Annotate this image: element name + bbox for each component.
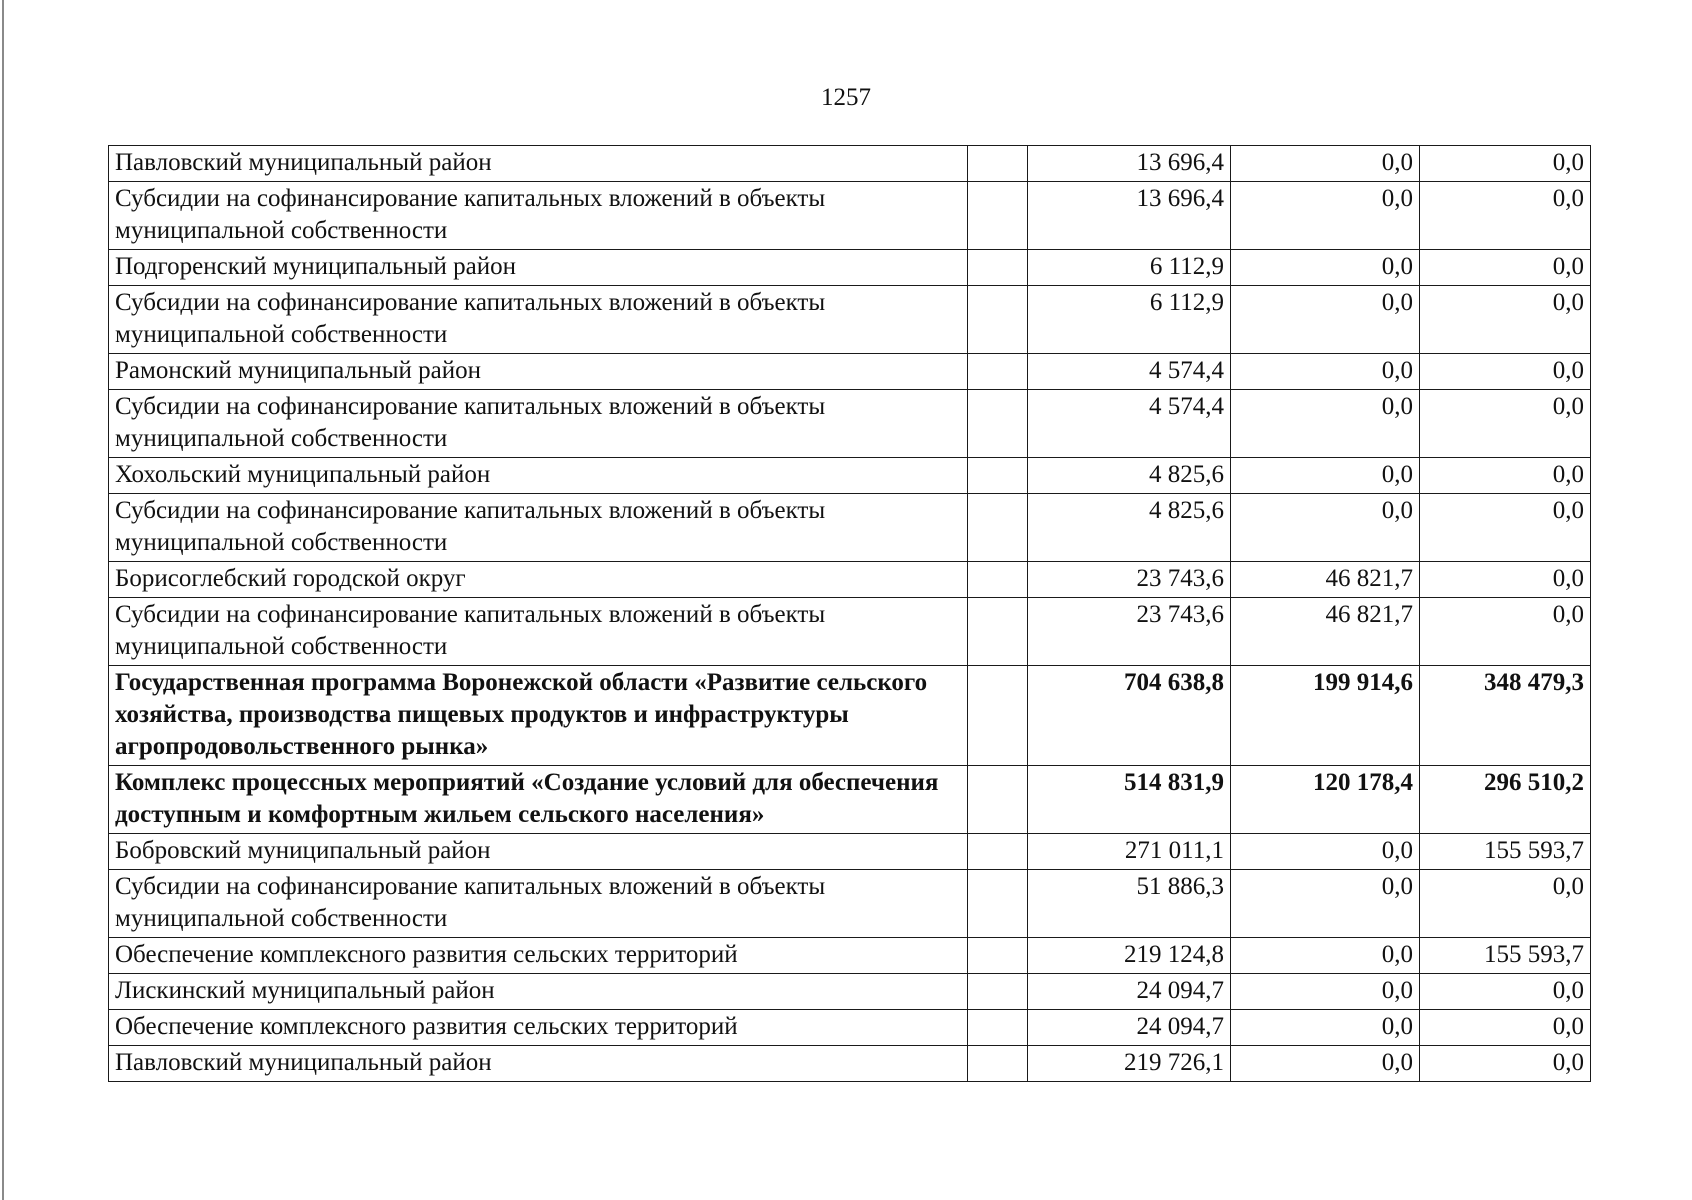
row-value-3-cell: 0,0	[1420, 1010, 1591, 1046]
row-value-1-cell: 4 825,6	[1028, 458, 1231, 494]
row-code-cell	[968, 250, 1028, 286]
row-value-1-cell: 6 112,9	[1028, 250, 1231, 286]
row-code-cell	[968, 390, 1028, 458]
row-value-3-cell: 0,0	[1420, 390, 1591, 458]
row-code-cell	[968, 598, 1028, 666]
row-value-3-cell: 0,0	[1420, 598, 1591, 666]
row-value-2-cell: 0,0	[1231, 938, 1420, 974]
row-name-cell: Субсидии на софинансирование капитальных вложений в объекты муниципальной собственности	[109, 286, 968, 354]
table-row	[109, 146, 1591, 182]
row-value-3-cell: 0,0	[1420, 354, 1591, 390]
row-value-2-cell: 0,0	[1231, 974, 1420, 1010]
row-value-2-cell: 0,0	[1231, 146, 1420, 182]
row-name-cell: Субсидии на софинансирование капитальных вложений в объекты муниципальной собственности	[109, 390, 968, 458]
table-row	[109, 1010, 1591, 1046]
page-number: 1257	[821, 84, 871, 111]
row-name-cell: Государственная программа Воронежской области «Развитие сельского хозяйства, производства пищевых продуктов и инфраструктуры агропродовольственного рынка»	[109, 666, 968, 766]
row-value-2-cell: 0,0	[1231, 250, 1420, 286]
row-name-cell: Борисоглебский городской округ	[109, 562, 968, 598]
row-value-2-cell: 0,0	[1231, 1010, 1420, 1046]
table-row	[109, 666, 1591, 766]
row-name-cell: Субсидии на софинансирование капитальных вложений в объекты муниципальной собственности	[109, 598, 968, 666]
row-value-2-cell: 0,0	[1231, 182, 1420, 250]
row-value-3-cell: 0,0	[1420, 870, 1591, 938]
row-code-cell	[968, 938, 1028, 974]
row-code-cell	[968, 870, 1028, 938]
row-value-1-cell: 4 574,4	[1028, 354, 1231, 390]
row-value-2-cell: 0,0	[1231, 458, 1420, 494]
row-value-3-cell: 0,0	[1420, 1046, 1591, 1082]
row-name-cell: Рамонский муниципальный район	[109, 354, 968, 390]
row-value-1-cell: 219 124,8	[1028, 938, 1231, 974]
row-value-2-cell: 0,0	[1231, 390, 1420, 458]
row-name-cell: Комплекс процессных мероприятий «Создание условий для обеспечения доступным и комфортным жильем сельского населения»	[109, 766, 968, 834]
row-value-1-cell: 13 696,4	[1028, 146, 1231, 182]
row-name-cell: Павловский муниципальный район	[109, 146, 968, 182]
row-value-1-cell: 23 743,6	[1028, 562, 1231, 598]
row-value-1-cell: 219 726,1	[1028, 1046, 1231, 1082]
row-value-1-cell: 271 011,1	[1028, 834, 1231, 870]
row-code-cell	[968, 354, 1028, 390]
row-name-cell: Обеспечение комплексного развития сельских территорий	[109, 938, 968, 974]
row-code-cell	[968, 458, 1028, 494]
row-name-cell: Субсидии на софинансирование капитальных вложений в объекты муниципальной собственности	[109, 870, 968, 938]
row-value-2-cell: 0,0	[1231, 494, 1420, 562]
row-code-cell	[968, 182, 1028, 250]
row-code-cell	[968, 974, 1028, 1010]
row-value-2-cell: 46 821,7	[1231, 598, 1420, 666]
table-row	[109, 834, 1591, 870]
row-value-1-cell: 13 696,4	[1028, 182, 1231, 250]
row-value-2-cell: 0,0	[1231, 834, 1420, 870]
row-name-cell: Лискинский муниципальный район	[109, 974, 968, 1010]
row-code-cell	[968, 834, 1028, 870]
row-name-cell: Субсидии на софинансирование капитальных вложений в объекты муниципальной собственности	[109, 494, 968, 562]
row-name-cell: Обеспечение комплексного развития сельских территорий	[109, 1010, 968, 1046]
table-row	[109, 286, 1591, 354]
row-value-1-cell: 23 743,6	[1028, 598, 1231, 666]
scan-edge-line	[2, 0, 4, 1200]
table-row	[109, 354, 1591, 390]
budget-table-body	[109, 146, 1591, 1082]
row-value-1-cell: 514 831,9	[1028, 766, 1231, 834]
table-row	[109, 870, 1591, 938]
row-value-3-cell: 0,0	[1420, 182, 1591, 250]
row-value-3-cell: 0,0	[1420, 562, 1591, 598]
row-value-3-cell: 0,0	[1420, 974, 1591, 1010]
row-name-cell: Павловский муниципальный район	[109, 1046, 968, 1082]
row-value-1-cell: 24 094,7	[1028, 1010, 1231, 1046]
row-name-cell: Бобровский муниципальный район	[109, 834, 968, 870]
row-value-1-cell: 24 094,7	[1028, 974, 1231, 1010]
row-value-1-cell: 4 825,6	[1028, 494, 1231, 562]
row-value-2-cell: 0,0	[1231, 286, 1420, 354]
row-value-2-cell: 0,0	[1231, 870, 1420, 938]
row-code-cell	[968, 1010, 1028, 1046]
table-row	[109, 494, 1591, 562]
row-code-cell	[968, 146, 1028, 182]
table-row	[109, 598, 1591, 666]
row-value-2-cell: 199 914,6	[1231, 666, 1420, 766]
row-code-cell	[968, 286, 1028, 354]
row-value-1-cell: 704 638,8	[1028, 666, 1231, 766]
row-name-cell: Субсидии на софинансирование капитальных вложений в объекты муниципальной собственности	[109, 182, 968, 250]
row-code-cell	[968, 494, 1028, 562]
row-value-3-cell: 0,0	[1420, 286, 1591, 354]
row-value-2-cell: 120 178,4	[1231, 766, 1420, 834]
table-row	[109, 182, 1591, 250]
row-code-cell	[968, 666, 1028, 766]
row-value-3-cell: 0,0	[1420, 458, 1591, 494]
row-code-cell	[968, 562, 1028, 598]
row-code-cell	[968, 1046, 1028, 1082]
row-value-1-cell: 4 574,4	[1028, 390, 1231, 458]
table-row	[109, 390, 1591, 458]
row-value-2-cell: 0,0	[1231, 1046, 1420, 1082]
row-name-cell: Подгоренский муниципальный район	[109, 250, 968, 286]
row-value-3-cell: 0,0	[1420, 250, 1591, 286]
table-row	[109, 250, 1591, 286]
row-value-1-cell: 6 112,9	[1028, 286, 1231, 354]
row-value-3-cell: 296 510,2	[1420, 766, 1591, 834]
row-code-cell	[968, 766, 1028, 834]
row-value-3-cell: 155 593,7	[1420, 834, 1591, 870]
row-name-cell: Хохольский муниципальный район	[109, 458, 968, 494]
row-value-3-cell: 0,0	[1420, 494, 1591, 562]
row-value-2-cell: 46 821,7	[1231, 562, 1420, 598]
table-row	[109, 766, 1591, 834]
table-row	[109, 458, 1591, 494]
table-row	[109, 562, 1591, 598]
row-value-3-cell: 155 593,7	[1420, 938, 1591, 974]
table-row	[109, 938, 1591, 974]
row-value-3-cell: 348 479,3	[1420, 666, 1591, 766]
budget-table	[108, 145, 1591, 1082]
row-value-3-cell: 0,0	[1420, 146, 1591, 182]
table-row	[109, 974, 1591, 1010]
table-row	[109, 1046, 1591, 1082]
row-value-1-cell: 51 886,3	[1028, 870, 1231, 938]
row-value-2-cell: 0,0	[1231, 354, 1420, 390]
